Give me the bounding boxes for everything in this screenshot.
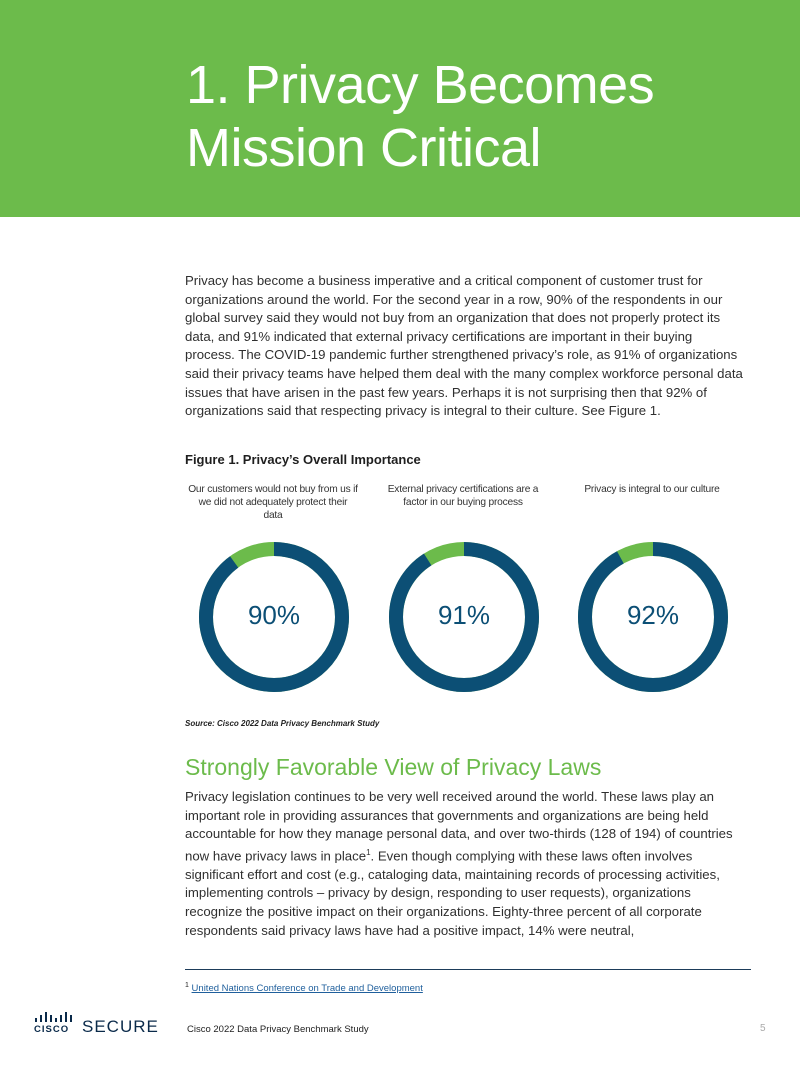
intro-paragraph: Privacy has become a business imperative and a critical component of customer trust for organizations around the world. For the second year in a row, 90% of the respondents in our global survey said they would not buy from an organization that does not properly protect its data, and 91% indicated that external privacy certifications are important in their buying process. The COVID-19 pandemic further strengthened privacy’s role, as 91% of organizations said their privacy teams have helped them deal with the many complex workforce personal data issues that have arisen in the past few years. Perhaps it is not surprising then that 92% of organizations said that respecting privacy is integral to their culture. See Figure 1. [185,273,743,419]
donut-caption: Our customers would not buy from us if we did not adequately protect their data [188,484,358,522]
section-paragraph-part-1: Privacy legislation continues to be very well received around the world. These laws play an important role in providing assurances that governments and organizations are being held accountable for how they manage personal data, and over two-thirds (128 of 194) of countries now have privacy laws in place [185,789,733,864]
footnote-marker: 1 [185,982,189,989]
page-title [186,54,786,180]
donut-value-label: 90% [247,600,301,630]
cisco-bars-icon [35,1012,75,1022]
cisco-secure-logo [34,1012,164,1038]
page-number: 5 [760,1023,766,1034]
footnote-reference[interactable]: 1 [366,847,371,857]
donut-value-label: 91% [437,600,491,630]
donut-caption: Privacy is integral to our culture [584,484,720,495]
section-paragraph [185,788,745,940]
section-paragraph-part-2: . Even though complying with these laws often involves significant effort and cost (e.g., cataloging data, maintaining records of processing activities, implementing controls – privacy by design, responding to user requests), organizations recognize the positive impact on their organizations. Eighty-three percent of all corporate respondents said privacy laws have had a positive impact, 14% were neutral, [185,848,720,938]
footnote [185,982,423,994]
page-title-line-2: Mission Critical [186,118,542,178]
page-title-line-1: 1. Privacy Becomes [186,55,655,115]
donut-caption: External privacy certifications are a factor in our buying process [387,484,539,509]
logo-secure-text: SECURE [82,1017,159,1036]
figure-title: Figure 1. Privacy’s Overall Importance [185,452,421,467]
header-band [0,0,800,217]
logo-cisco-text: CISCO [34,1024,70,1035]
figure-source: Source: Cisco 2022 Data Privacy Benchmark Study [185,719,380,728]
donut-value-label: 92% [626,600,680,630]
section-heading: Strongly Favorable View of Privacy Laws [185,754,602,780]
footnote-link[interactable]: United Nations Conference on Trade and Development [191,983,423,995]
footnote-divider [185,969,751,970]
footer-study-name: Cisco 2022 Data Privacy Benchmark Study [187,1024,369,1035]
